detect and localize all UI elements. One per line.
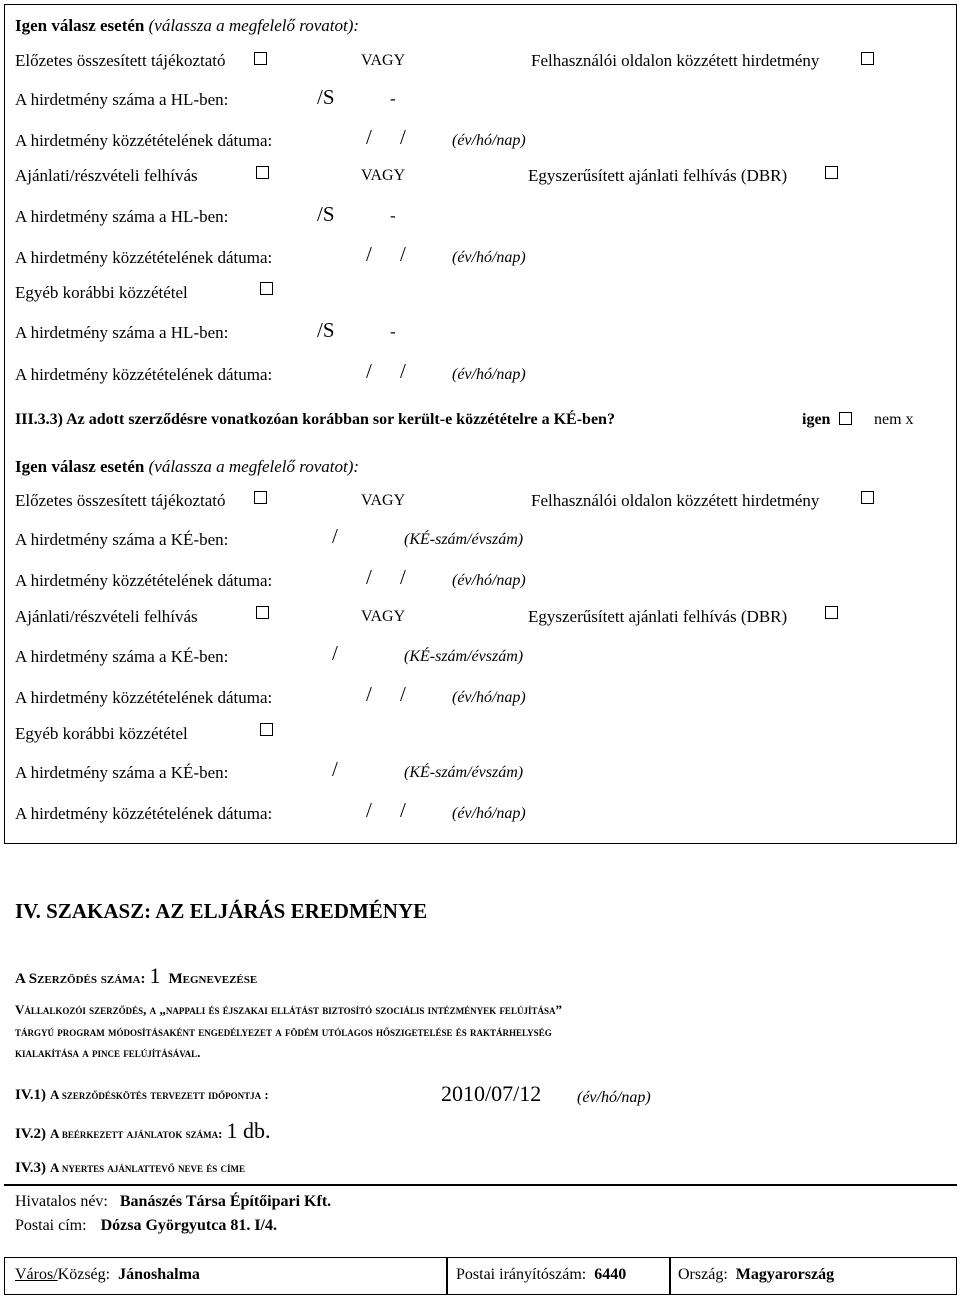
simplified-checkbox[interactable] — [825, 166, 838, 179]
hl-number-dash: - — [390, 206, 396, 225]
ke-number-slash: / — [332, 757, 338, 781]
call-label: Ajánlati/részvételi felhívás — [15, 607, 198, 626]
buyer-profile-label: Felhasználói oldalon közzétett hirdetmény — [531, 491, 820, 510]
date-slash-2: / — [400, 682, 406, 706]
naming-label: Megnevezése — [168, 971, 258, 987]
call-checkbox[interactable] — [256, 166, 269, 179]
ke-number-label: A hirdetmény száma a KÉ-ben: — [15, 530, 229, 549]
section-iv-heading: IV. SZAKASZ: AZ ELJÁRÁS EREDMÉNYE — [15, 899, 428, 923]
iv1-row — [15, 1087, 269, 1103]
address-table-divider — [669, 1257, 671, 1295]
date-label: A hirdetmény közzétételének dátuma: — [15, 804, 273, 823]
iv2-row — [15, 1120, 270, 1142]
date-label: A hirdetmény közzétételének dátuma: — [15, 688, 273, 707]
simplified-label: Egyszerűsített ajánlati felhívás (DBR) — [528, 607, 788, 626]
date-slash-2: / — [400, 565, 406, 589]
hl-number-dash: - — [390, 89, 396, 108]
date-slash-2: / — [400, 242, 406, 266]
iv3-label: A nyertes ajánlattevő neve és címe — [49, 1160, 245, 1175]
date-slash-2: / — [400, 359, 406, 383]
other-checkbox[interactable] — [260, 723, 273, 736]
city-value: Jánoshalma — [118, 1266, 200, 1283]
ke-number-slash: / — [332, 524, 338, 548]
ke-number-slash: / — [332, 641, 338, 665]
buyer-profile-checkbox[interactable] — [861, 491, 874, 504]
section-a-intro: Igen válasz esetén (válassza a megfelelő rovatot): — [15, 16, 360, 35]
city-label-part-2: Község: — [57, 1266, 111, 1283]
ke-number-format: (KÉ-szám/évszám) — [404, 531, 524, 548]
prelim-checkbox[interactable] — [254, 52, 267, 65]
no-label: nem x — [874, 411, 914, 428]
official-name-label: Hivatalos név: — [15, 1193, 108, 1210]
date-slash-2: / — [400, 125, 406, 149]
or-label: VAGY — [361, 52, 406, 69]
iv3-number: IV.3) — [15, 1160, 46, 1176]
date-slash-1: / — [366, 242, 372, 266]
section-b-intro: Igen válasz esetén (válassza a megfelelő rovatot): — [15, 457, 360, 476]
country-cell — [678, 1267, 834, 1283]
or-label: VAGY — [361, 167, 406, 184]
hl-number-label: A hirdetmény száma a HL-ben: — [15, 207, 229, 226]
date-format: (év/hó/nap) — [452, 689, 526, 706]
simplified-label: Egyszerűsített ajánlati felhívás (DBR) — [528, 166, 788, 185]
iv1-date-format: (év/hó/nap) — [577, 1089, 651, 1106]
contract-number-row — [15, 965, 257, 987]
iv3-row — [15, 1160, 245, 1176]
date-slash-1: / — [366, 682, 372, 706]
official-name-row — [15, 1194, 331, 1210]
date-label: A hirdetmény közzétételének dátuma: — [15, 248, 273, 267]
ke-number-label: A hirdetmény száma a KÉ-ben: — [15, 647, 229, 666]
address-table-divider — [446, 1257, 448, 1295]
postal-address-label: Postai cím: — [15, 1217, 87, 1234]
prelim-label: Előzetes összesített tájékoztató — [15, 491, 226, 510]
iv2-value: 1 db. — [226, 1118, 271, 1143]
yes-label: igen — [802, 411, 831, 428]
yes-checkbox[interactable] — [839, 412, 852, 425]
postal-address-value: Dózsa Györgyutca 81. I/4. — [100, 1217, 277, 1234]
hl-number-separator: /S — [317, 202, 335, 226]
date-label: A hirdetmény közzétételének dátuma: — [15, 365, 273, 384]
call-label: Ajánlati/részvételi felhívás — [15, 166, 198, 185]
other-label: Egyéb korábbi közzététel — [15, 283, 188, 302]
date-slash-1: / — [366, 125, 372, 149]
hl-number-label: A hirdetmény száma a HL-ben: — [15, 323, 229, 342]
iv1-label: A szerződéskötés tervezett időpontja : — [49, 1087, 269, 1102]
iv2-label: A beérkezett ajánlatok száma: — [49, 1126, 223, 1141]
call-checkbox[interactable] — [256, 606, 269, 619]
postal-address-row — [15, 1218, 277, 1234]
description-line-1: Vállalkozói szerződés, a „nappali és éjszakai ellátást biztosító szociális intézmények felújítása” — [15, 1002, 562, 1017]
contract-number-value: 1 — [149, 963, 161, 988]
prelim-checkbox[interactable] — [254, 491, 267, 504]
hl-number-dash: - — [390, 322, 396, 341]
country-label: Ország: — [678, 1266, 728, 1283]
question-text: III.3.3) Az adott szerződésre vonatkozóan korábban sor került-e közzétételre a KÉ-ben? — [15, 411, 615, 428]
date-format: (év/hó/nap) — [452, 805, 526, 822]
ke-number-format: (KÉ-szám/évszám) — [404, 764, 524, 781]
official-name-value: Banászés Társa Építőipari Kft. — [119, 1193, 332, 1210]
prelim-label: Előzetes összesített tájékoztató — [15, 51, 226, 70]
hl-number-label: A hirdetmény száma a HL-ben: — [15, 90, 229, 109]
ke-number-format: (KÉ-szám/évszám) — [404, 648, 524, 665]
simplified-checkbox[interactable] — [825, 606, 838, 619]
city-label-part-1: Város/ — [15, 1266, 58, 1283]
date-format: (év/hó/nap) — [452, 132, 526, 149]
date-format: (év/hó/nap) — [452, 249, 526, 266]
country-value: Magyarország — [735, 1266, 835, 1283]
iv2-number: IV.2) — [15, 1126, 46, 1142]
or-label: VAGY — [361, 608, 406, 625]
date-slash-1: / — [366, 359, 372, 383]
date-label: A hirdetmény közzétételének dátuma: — [15, 131, 273, 150]
hl-number-separator: /S — [317, 318, 335, 342]
winner-box-top — [4, 1184, 957, 1186]
contract-number-label: A Szerződés száma: — [15, 971, 146, 987]
buyer-profile-label: Felhasználói oldalon közzétett hirdetmény — [531, 51, 820, 70]
zip-label: Postai irányítószám: — [456, 1266, 587, 1283]
other-label: Egyéb korábbi közzététel — [15, 724, 188, 743]
or-label: VAGY — [361, 492, 406, 509]
date-format: (év/hó/nap) — [452, 366, 526, 383]
iv1-date-value: 2010/07/12 — [441, 1081, 542, 1106]
date-slash-1: / — [366, 565, 372, 589]
date-slash-1: / — [366, 798, 372, 822]
city-cell — [15, 1267, 200, 1283]
description-line-3: kialakítása a pince felújításával. — [15, 1045, 201, 1060]
ke-number-label: A hirdetmény száma a KÉ-ben: — [15, 763, 229, 782]
iv1-number: IV.1) — [15, 1087, 46, 1103]
other-checkbox[interactable] — [260, 282, 273, 295]
date-label: A hirdetmény közzétételének dátuma: — [15, 571, 273, 590]
zip-value: 6440 — [594, 1266, 627, 1283]
hl-number-separator: /S — [317, 85, 335, 109]
description-line-2: tárgyú program módosításaként engedélyezet a födém utólagos hőszigetelése és raktárhelység — [15, 1024, 552, 1039]
date-slash-2: / — [400, 798, 406, 822]
date-format: (év/hó/nap) — [452, 572, 526, 589]
zip-cell — [456, 1267, 626, 1283]
buyer-profile-checkbox[interactable] — [861, 52, 874, 65]
